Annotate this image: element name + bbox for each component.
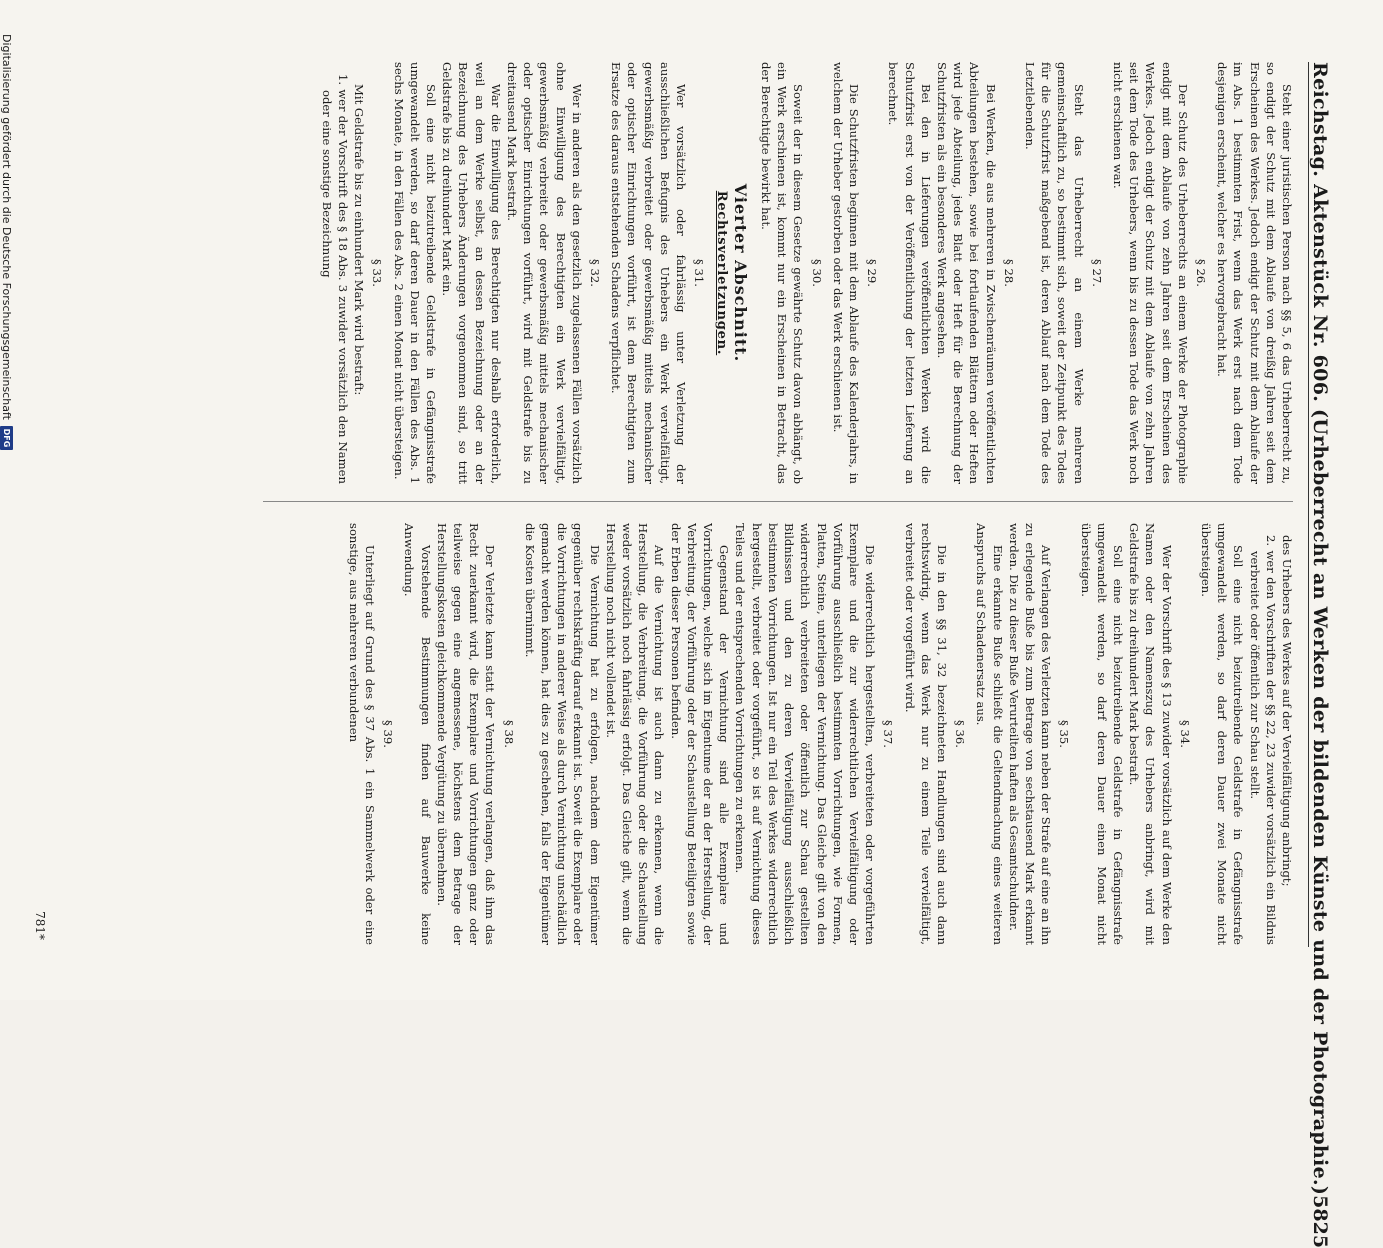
chapter-heading: Vierter Abschnitt. — [730, 183, 750, 363]
paragraph: Bei den in Lieferungen veröffentlichten Werken wird die Schutzfrist erst von der Veröffentlichung der letzten Lieferung an berechnet. — [886, 62, 933, 484]
paragraph: Vorstehende Bestimmungen finden auf Bauwerke keine Anwendung. — [402, 523, 433, 945]
list-item: 2. wer den Vorschriften der §§ 22, 23 zuwider vorsätzlich ein Bildnis verbreitet oder öffentlich zur Schau stellt. — [1247, 535, 1278, 945]
paragraph: Soll eine nicht beizutreibende Geldstrafe in Gefängnisstrafe umgewandelt werden, so darf deren Dauer einen Monat nicht übersteigen. — [1078, 523, 1125, 945]
paragraph: Der Verletzte kann statt der Vernichtung verlangen, daß ihm das Recht zuerkannt wird, die Exemplare und Vorrichtungen ganz oder teilweise gegen eine angemessene, höchstens dem Betrage der Herstellungskosten gleichkommende Vergütung zu übernehmen. — [434, 523, 498, 945]
section-number: § 39. — [381, 720, 396, 748]
paragraph: Bei Werken, die aus mehreren in Zwischenräumen veröffentlichten Abteilungen bestehen, sowie bei fortlaufenden Blättern oder Heften wird jede Abteilung, jedes Blatt oder Heft für die Berechnung der Schutzfristen als ein besonderes Werk angesehen. — [934, 62, 998, 484]
paragraph: Wer in anderen als den gesetzlich zugelassenen Fällen vorsätzlich ohne Einwilligung des Berechtigten ein Werk vervielfältigt, gewerbsmäßig verbreitet oder gewerbsmäßig mittels mechanischer oder optischer Einrichtungen vorführt, wird mit Geldstrafe bis zu dreitausend Mark bestraft. — [505, 62, 584, 484]
right-text-column — [255, 523, 1295, 945]
paragraph: Steht einer juristischen Person nach §§ 5, 6 das Urheberrecht zu, so endigt der Schutz mit dem Ablaufe von dreißig Jahren seit dem Erscheinen des Werkes. Jedoch endigt der Schutz mit dem Ablaufe der im Abs. 1 bestimmten Frist, wenn das Werk erst nach dem Tode desjenigen erscheint, welcher es hervorgebracht hat. — [1215, 62, 1294, 484]
paragraph: Mit Geldstrafe bis zu einhundert Mark wird bestraft: — [352, 84, 367, 396]
section-number: § 35. — [1057, 720, 1072, 748]
section-number: § 26. — [1193, 259, 1208, 287]
paragraph: Soll eine nicht beizutreibende Geldstrafe in Gefängnisstrafe umgewandelt werden, so darf deren Dauer in den Fällen des Abs. 1 sechs Monate, in den Fällen des Abs. 2 einen Monat nicht übersteigen. — [391, 62, 439, 484]
paragraph: Steht das Urheberrecht an einem Werke mehreren gemeinschaftlich zu, so bestimmt sich, soweit der Zeitpunkt des Todes für die Schutzfrist maßgebend ist, deren Ablauf nach dem Tode des Letztlebenden. — [1022, 62, 1086, 484]
paragraph: Wer vorsätzlich oder fahrlässig unter Verletzung der ausschließlichen Befugnis des Urhebers ein Werk vervielfältigt, gewerbsmäßig verbreitet oder gewerbsmäßig mittels mechanischer oder optischer Einrichtungen vorführt, ist dem Berechtigten zum Ersatze des daraus entstehenden Schadens verpflichtet. — [609, 62, 689, 484]
section-number: § 28. — [1001, 259, 1016, 287]
section-number: § 32. — [588, 259, 603, 287]
dfg-logo: DFG — [0, 426, 13, 450]
section-number: § 38. — [501, 720, 516, 748]
section-number: § 33. — [370, 259, 385, 287]
paragraph: Der Schutz des Urheberrechts an einem Werke der Photographie endigt mit dem Ablaufe von zehn Jahren seit dem Erscheinen des Werkes. Jedoch endigt der Schutz mit dem Ablaufe von zehn Jahren seit dem Tode des Urhebers, wenn bis zu dessen Tode das Werk noch nicht erschienen war. — [1110, 62, 1190, 484]
paragraph: War die Einwilligung des Berechtigten nur deshalb erforderlich, weil an dem Werke selbst, an dessen Bezeichnung oder an der Bezeichnung des Urhebers Änderungen vorgenommen sind, so tritt Geldstrafe bis zu dreihundert Mark ein. — [440, 62, 503, 484]
section-number: § 37. — [881, 720, 896, 748]
column-divider — [263, 501, 1293, 502]
digitization-note — [0, 34, 13, 654]
paragraph: Die Vernichtung hat zu erfolgen, nachdem dem Eigentümer gegenüber rechtskräftig darauf erkannt ist. Soweit die Exemplare oder die Vorrichtungen in anderer Weise als durch Vernichtung unschädlich gemacht werden können, hat dies zu geschehen, falls der Eigentümer die Kosten übernimmt. — [522, 523, 602, 945]
paragraph: Eine erkannte Buße schließt die Geltendmachung eines weiteren Anspruchs auf Schadenersatz aus. — [974, 523, 1005, 945]
list-item-continuation: des Urhebers des Werkes auf der Vervielfältigung anbringt; — [1280, 535, 1294, 887]
list-item: 1. wer der Vorschrift des § 18 Abs. 3 zuwider vorsätzlich den Namen oder eine sonstige Bezeichnung — [319, 74, 351, 484]
page-number: 5825 — [1309, 1195, 1331, 1248]
paragraph: Wer der Vorschrift des § 13 zuwider vorsätzlich auf dem Werke den Namen oder den Namenszug des Urhebers anbringt, wird mit Geldstrafe bis zu dreihundert Mark bestraft. — [1127, 523, 1174, 945]
chapter-subheading: Rechtsverletzungen. — [714, 190, 730, 356]
paragraph: Die widerrechtlich hergestellten, verbreiteten oder vorgeführten Exemplare und die zur widerrechtlichen Vervielfältigung oder Vorführung ausschließlich bestimmten Vorrichtungen, wie Formen, Platten, Steine, unterliegen der Vernichtung. Das Gleiche gilt von den widerrechtlich verbreiteten oder öffentlich zur Schau gestellten Bildnissen und den zu deren Vervielfältigung ausschließlich bestimmten Vorrichtungen. Ist nur ein Teil des Werkes widerrechtlich hergestellt, verbreitet oder vorgeführt, so ist auf Vernichtung dieses Teiles und der entsprechenden Vorrichtungen zu erkennen. — [733, 523, 878, 945]
digitization-text: Digitalisierung gefördert durch die Deutsche Forschungsgemeinschaft — [0, 34, 13, 420]
paragraph: Auf Verlangen des Verletzten kann neben der Strafe auf eine an ihn zu erlegende Buße bis zum Betrage von sechstausend Mark erkannt werden. Die zu dieser Buße Verurteilten haften als Gesamtschuldner. — [1006, 523, 1054, 945]
sheet-signature: 781* — [33, 911, 47, 940]
paragraph: Soweit der in diesem Gesetze gewährte Schutz davon abhängt, ob ein Werk erschienen ist, kommt nur ein Erscheinen in Betracht, das der Berechtigte bewirkt hat. — [758, 62, 806, 484]
section-number: § 30. — [809, 259, 824, 287]
section-number: § 36. — [953, 720, 968, 748]
section-number: § 27. — [1089, 259, 1104, 287]
paragraph: Die Schutzfristen beginnen mit dem Ablaufe des Kalenderjahrs, in welchem der Urheber gestorben oder das Werk erschienen ist. — [830, 62, 861, 484]
page-header — [1308, 62, 1335, 1248]
section-number: § 29. — [865, 259, 880, 287]
header-title: Reichstag. Aktenstück Nr. 606. (Urheberrecht an Werken der bildenden Künste und der Photographie.) — [1309, 62, 1331, 1196]
section-number: § 31. — [692, 259, 707, 287]
paragraph: Unterliegt auf Grund des § 37 Abs. 1 ein Sammelwerk oder eine sonstige, aus mehreren verbundenen — [346, 523, 378, 945]
paragraph: Soll eine nicht beizutreibende Geldstrafe in Gefängnisstrafe umgewandelt werden, so darf deren Dauer zwei Monate nicht übersteigen. — [1198, 523, 1246, 945]
section-number: § 34. — [1177, 720, 1192, 748]
left-text-column — [255, 62, 1295, 484]
paragraph: Auf die Vernichtung ist auch dann zu erkennen, wenn die Herstellung, die Verbreitung, die Vorführung oder die Schaustellung weder vorsätzlich noch fahrlässig erfolgt. Das Gleiche gilt, wenn die Herstellung noch nicht vollendet ist. — [603, 523, 667, 945]
paragraph: Die in den §§ 31, 32 bezeichneten Handlungen sind auch dann rechtswidrig, wenn das Werk nur zu einem Teile vervielfältigt, verbreitet oder vorgeführt wird. — [902, 523, 949, 945]
paragraph: Gegenstand der Vernichtung sind alle Exemplare und Vorrichtungen, welche sich im Eigentume der an der Herstellung, der Verbreitung, der Vorführung oder der Schaustellung Beteiligten sowie der Erben dieser Personen befinden. — [668, 523, 732, 945]
